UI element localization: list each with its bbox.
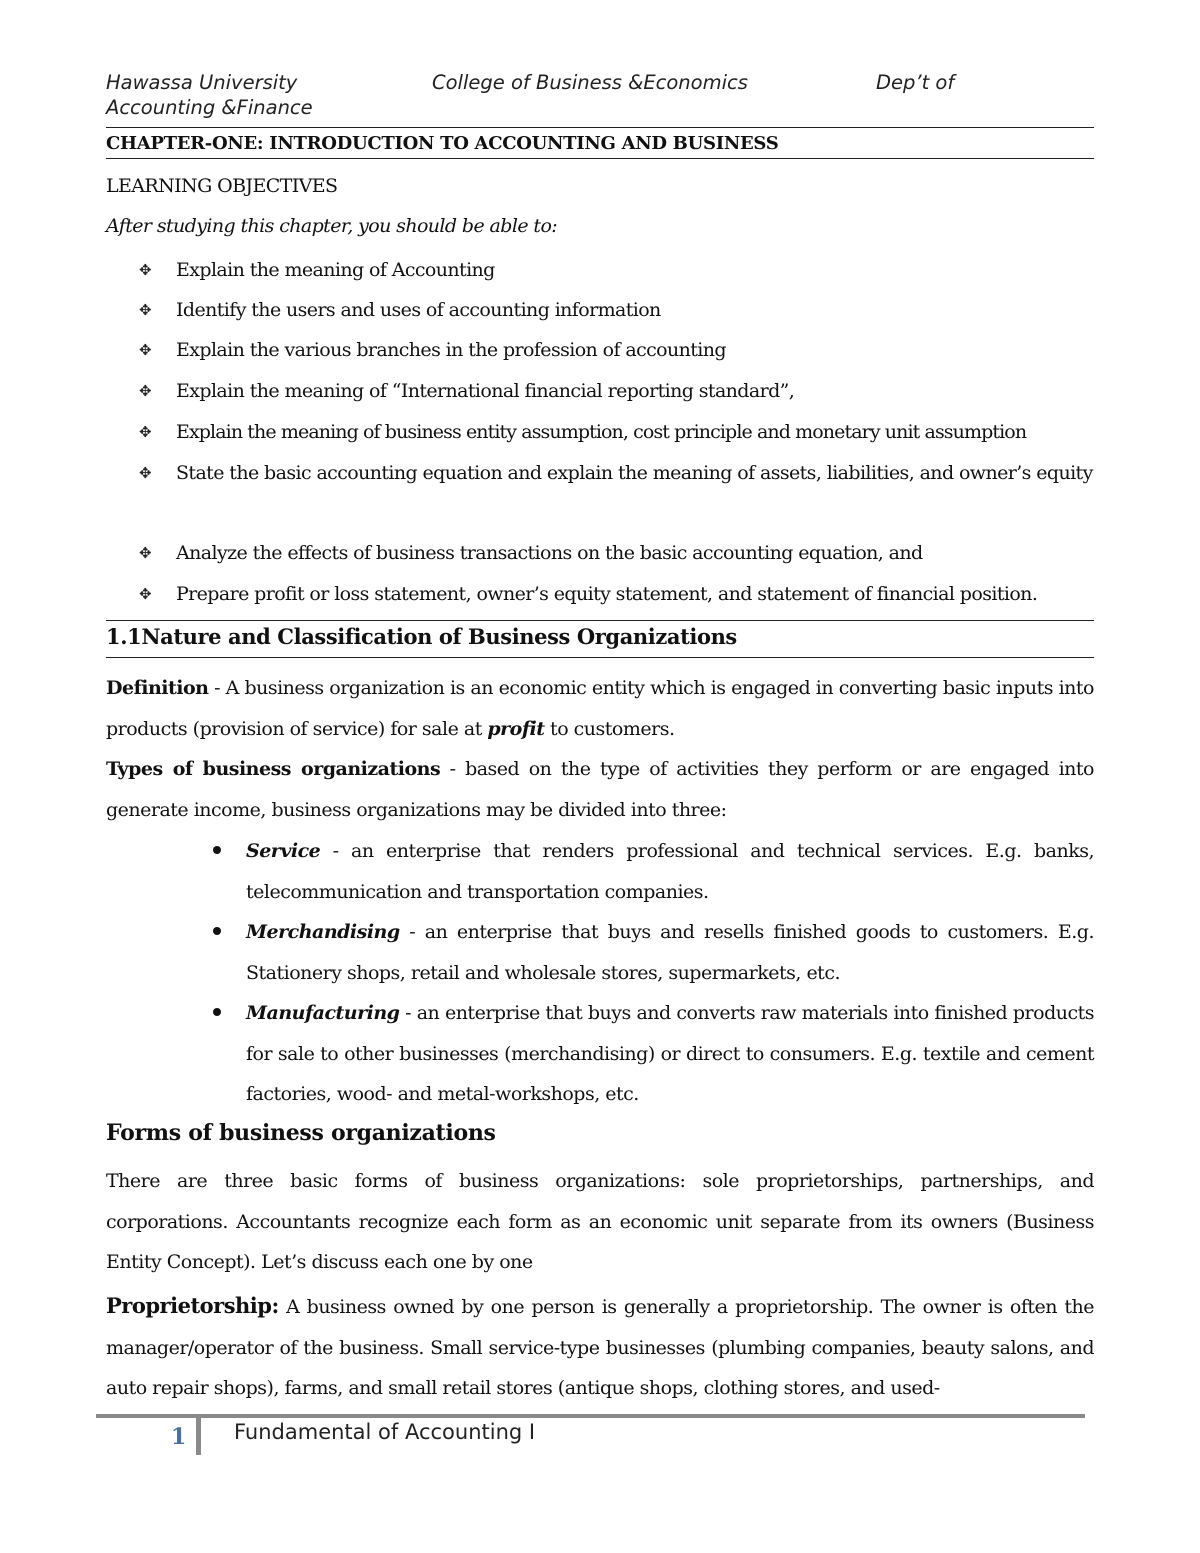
definition-paragraph [106,668,1094,749]
bullet-icon: ✥ [139,261,152,279]
bullet-icon: ✥ [139,464,152,482]
types-text: - based on the type of activities they perform or are engaged into generate income, business organizations may be divided into three: [106,758,1094,821]
proprietorship-paragraph [106,1286,1094,1409]
forms-paragraph: There are three basic forms of business organizations: sole proprietorships, partnerships, and corporations. Accountants recognize each form as an economic unit separate from its owners (Business Entity Concept). Let’s discuss each one by one [106,1170,1094,1273]
header-department-continued: Accounting &Finance [106,96,313,119]
section-title: 1.1Nature and Classification of Business Organizations [106,624,737,649]
types-label: Types of business organizations [106,758,441,780]
list-item: Identify the users and uses of accounting information [176,299,661,321]
header-university: Hawassa University [106,71,298,94]
proprietorship-text: A business owned by one person is generally a proprietorship. The owner is often the manager/operator of the business. Small service-type businesses (plumbing companies, beauty salons, and auto repair shops), farms, and small retail stores (antique shops, clothing stores, and used- [106,1296,1094,1399]
list-item-merchandising [246,912,1094,993]
term-description: - an enterprise that renders professional and technical services. E.g. banks, telecommunication and transportation companies. [246,840,1094,903]
section-rule-bottom [106,657,1094,658]
header-department: Dep’t of [876,71,955,94]
list-item: Prepare profit or loss statement, owner’s equity statement, and statement of financial position. [176,583,1038,605]
bullet-icon: ✥ [139,301,152,319]
learning-objectives-heading: LEARNING OBJECTIVES [106,175,338,197]
definition-text-end: to customers. [544,717,675,740]
definition-emphasis: profit [487,717,545,740]
bullet-icon [213,927,221,935]
objectives-intro: After studying this chapter, you should be able to: [106,215,558,237]
bullet-icon: ✥ [139,341,152,359]
term-manufacturing: Manufacturing [246,1002,400,1024]
header-college: College of Business &Economics [432,71,748,94]
list-item-service [246,831,1094,912]
proprietorship-label: Proprietorship: [106,1293,279,1318]
list-item: Explain the meaning of business entity assumption, cost principle and monetary unit assumption [176,421,1027,443]
header-rule-bottom [106,158,1094,159]
running-header [106,70,1096,120]
list-item: State the basic accounting equation and explain the meaning of assets, liabilities, and owner’s equity [176,462,1093,484]
bullet-icon [213,846,221,854]
page-number: 1 [171,1424,187,1450]
bullet-icon: ✥ [139,423,152,441]
section-rule-top [106,620,1094,621]
definition-text: - A business organization is an economic entity which is engaged in converting basic inputs into products (provision of service) for sale at [106,677,1094,740]
footer-rule [96,1414,1085,1418]
term-description: - an enterprise that buys and converts raw materials into finished products for sale to other businesses (merchandising) or direct to consumers. E.g. textile and cement factories, wood- and metal-workshops, etc. [246,1002,1094,1105]
list-item-manufacturing [246,993,1094,1115]
list-item: Explain the meaning of Accounting [176,259,495,281]
list-item: Explain the various branches in the profession of accounting [176,339,726,361]
chapter-title: CHAPTER-ONE: INTRODUCTION TO ACCOUNTING AND BUSINESS [106,133,779,154]
definition-label: Definition [106,677,209,699]
footer-title: Fundamental of Accounting I [234,1420,536,1444]
types-paragraph [106,749,1094,830]
list-item: Analyze the effects of business transactions on the basic accounting equation, and [176,542,923,564]
forms-heading: Forms of business organizations [106,1120,496,1146]
header-rule-top [106,127,1094,128]
footer-divider [196,1418,201,1455]
list-item: Explain the meaning of “International financial reporting standard”, [176,380,795,402]
bullet-icon [213,1008,221,1016]
bullet-icon: ✥ [139,585,152,603]
term-merchandising: Merchandising [246,921,400,943]
term-service: Service [246,840,321,862]
bullet-icon: ✥ [139,544,152,562]
term-description: - an enterprise that buys and resells finished goods to customers. E.g. Stationery shops, retail and wholesale stores, supermarkets, etc. [246,921,1094,984]
bullet-icon: ✥ [139,382,152,400]
